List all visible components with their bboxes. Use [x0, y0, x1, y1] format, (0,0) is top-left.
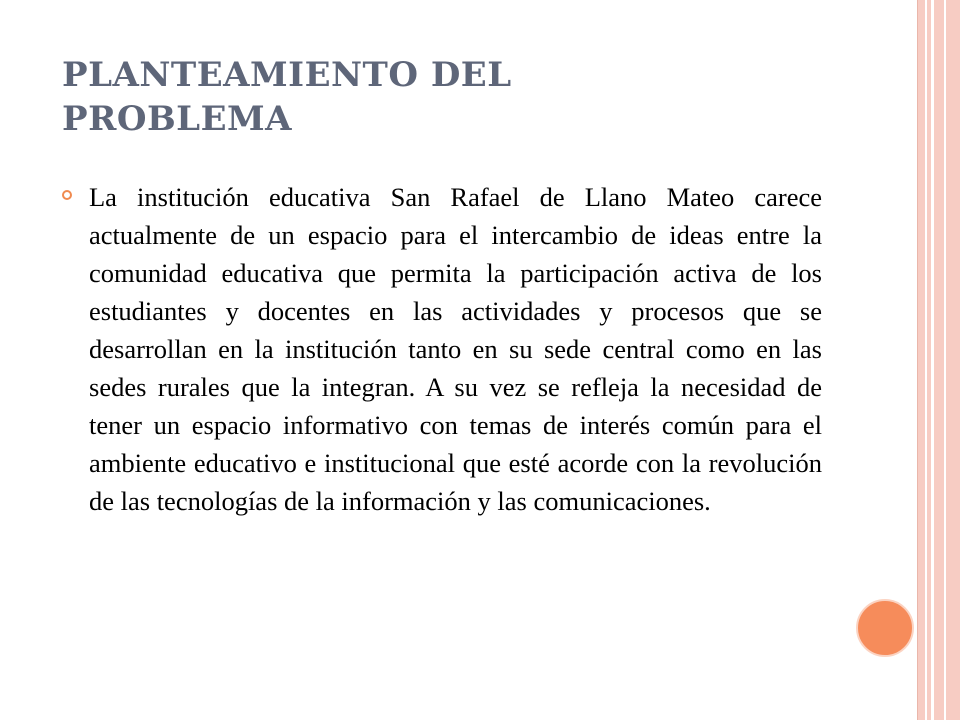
bullet-list [62, 178, 822, 520]
bullet-text: La institución educativa San Rafael de Llano Mateo carece actualmente de un espacio para el intercambio de ideas entre la comunidad educativa que permita la participación activa de los estudiantes y docentes en las actividades y procesos que se desarrollan en la institución tanto en su sede central como en las sedes rurales que la integran. A su vez se refleja la necesidad de tener un espacio informativo con temas de interés común para el ambiente educativo e institucional que esté acorde con la revolución de las tecnologías de la información y las comunicaciones. [89, 182, 822, 516]
slide-title-line-1: PLANTEAMIENTO DEL [62, 55, 512, 95]
border-stripe-line [944, 0, 946, 720]
bullet-item [62, 178, 822, 520]
border-stripe-band [917, 0, 960, 720]
accent-circle [856, 599, 914, 657]
border-stripe-line [925, 0, 927, 720]
slide-title [62, 53, 822, 141]
border-stripe-line [931, 0, 934, 720]
bullet-circle-icon [62, 190, 72, 200]
border-stripe-edge [917, 0, 918, 720]
slide-title-line-2: PROBLEMA [62, 99, 293, 139]
